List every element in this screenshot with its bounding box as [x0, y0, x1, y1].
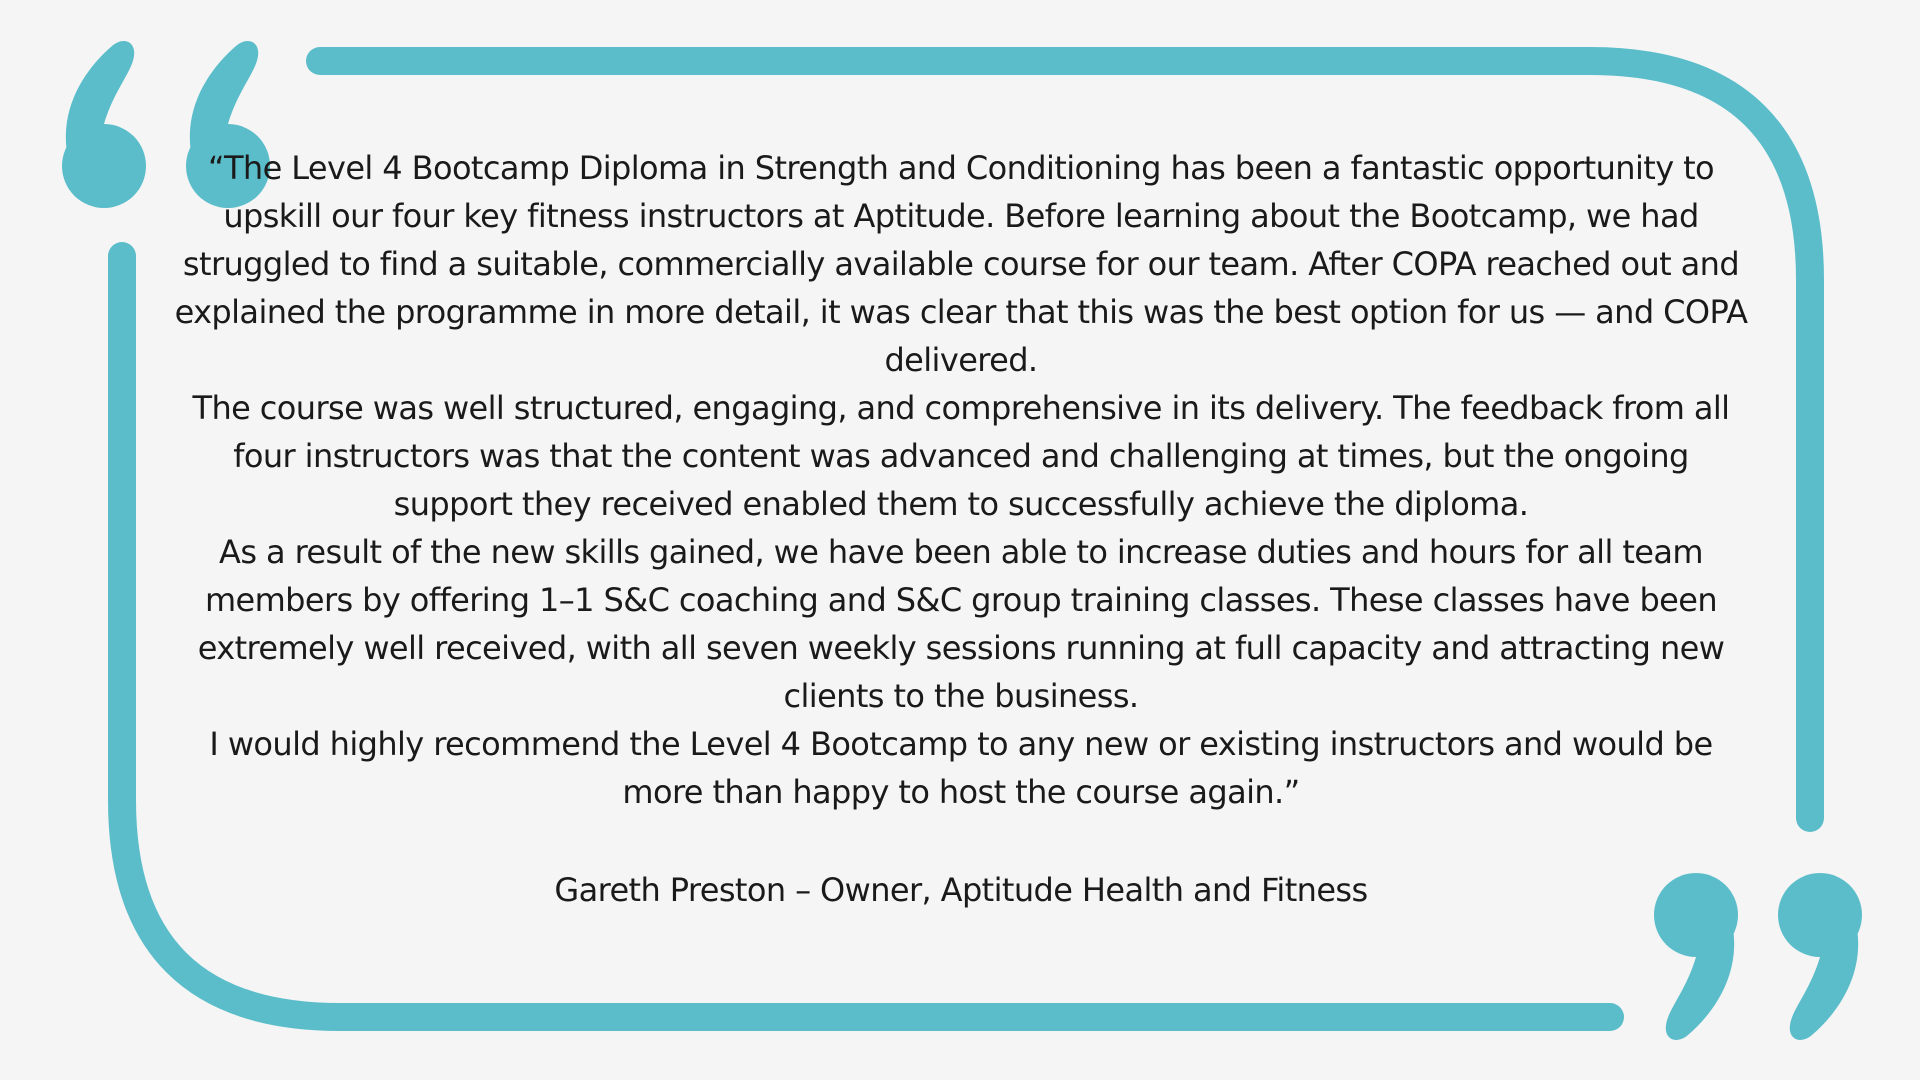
testimonial-quote [170, 144, 1752, 816]
close-quote-mark-2 [1778, 873, 1862, 1040]
quote-paragraph: I would highly recommend the Level 4 Bootcamp to any new or existing instructors and would be more than happy to host the course again.” [209, 725, 1713, 811]
quote-paragraph: The course was well structured, engaging, and comprehensive in its delivery. The feedback from all four instructors was that the content was advanced and challenging at times, but the ongoing support they received enabled them to successfully achieve the diploma. [192, 389, 1730, 523]
quote-paragraph: As a result of the new skills gained, we have been able to increase duties and hours for all team members by offering 1–1 S&C coaching and S&C group training classes. These classes have been extremely well received, with all seven weekly sessions running at full capacity and attracting new clients to the business. [197, 533, 1725, 715]
quote-paragraph: “The Level 4 Bootcamp Diploma in Strength and Conditioning has been a fantastic opportunity to upskill our four key fitness instructors at Aptitude. Before learning about the Bootcamp, we had struggled to find a suitable, commercially available course for our team. After COPA reached out and explained the programme in more detail, it was clear that this was the best option for us — and COPA delivered. [174, 149, 1748, 379]
testimonial-attribution: Gareth Preston – Owner, Aptitude Health and Fitness [554, 871, 1368, 909]
open-quote-mark-1 [62, 41, 146, 208]
